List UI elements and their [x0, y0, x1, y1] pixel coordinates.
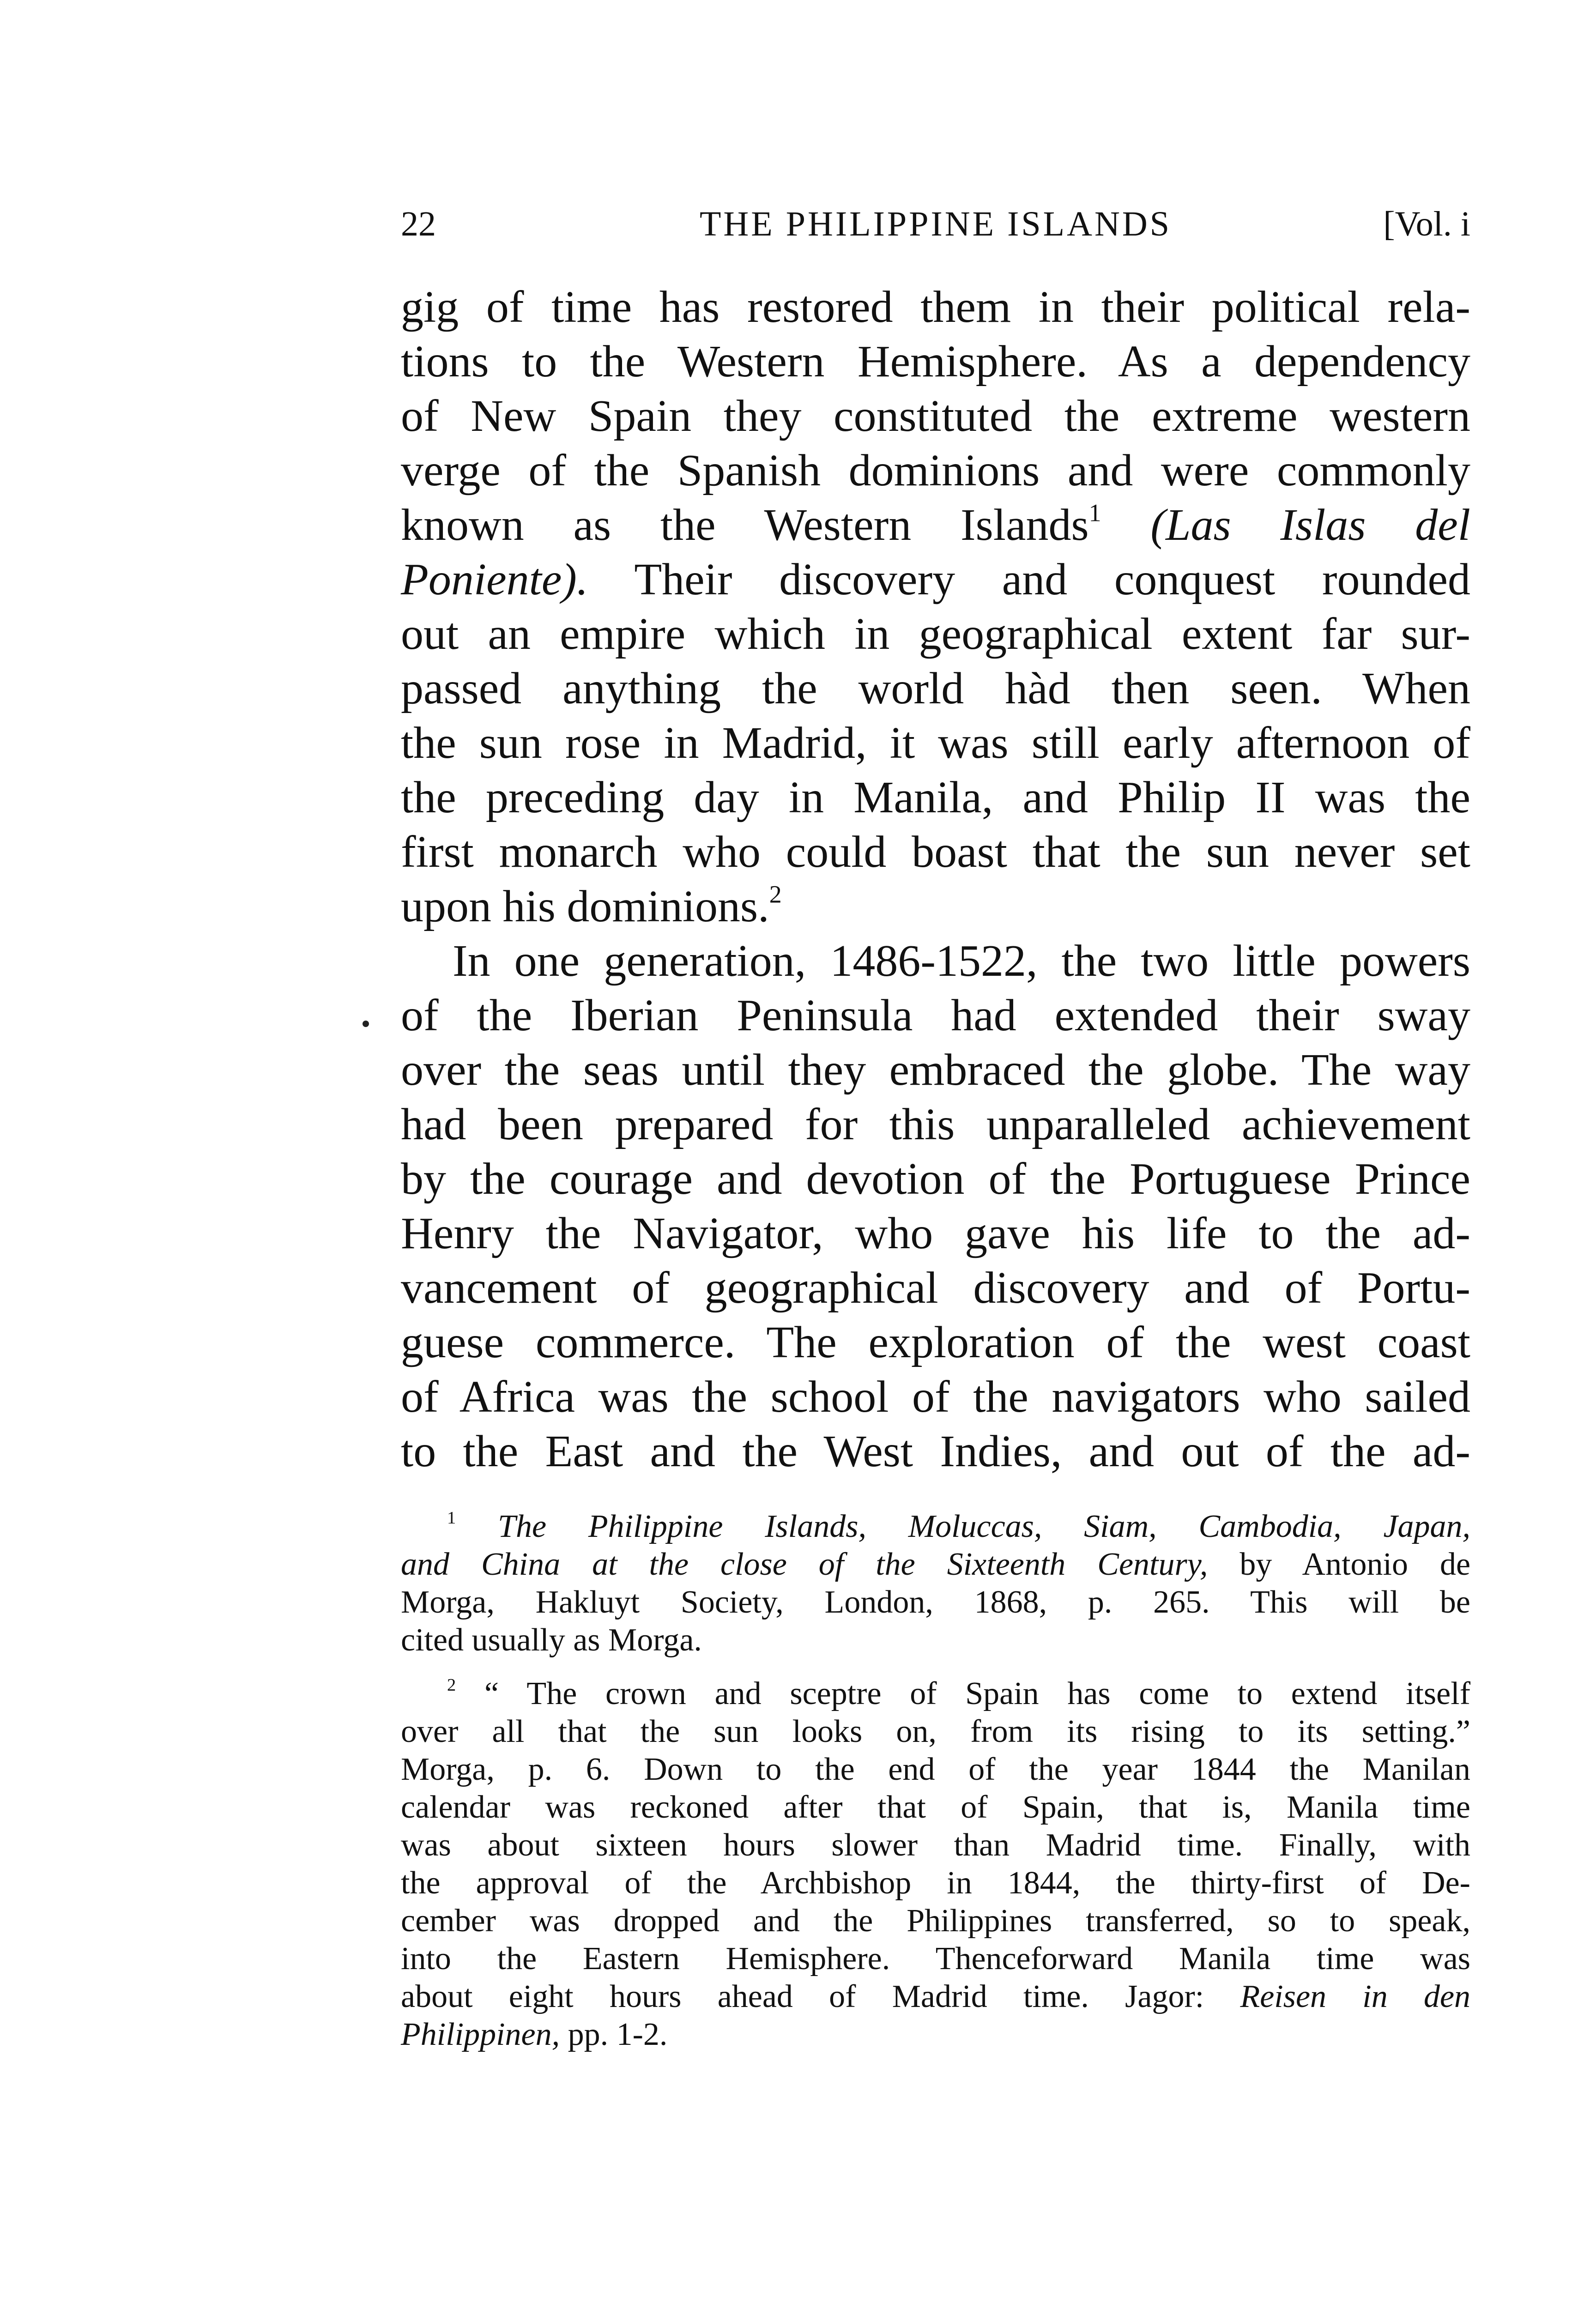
footnote-2-line: was about sixteen hours slower than Madrid time. Finally, with [401, 1827, 1470, 1863]
footnote-2-line [401, 1675, 1470, 1713]
text-line: gig of time has restored them in their political rela- [401, 282, 1470, 332]
text-line: In one generation, 1486-1522, the two little powers [453, 936, 1470, 986]
footnote-marker: 2 [447, 1675, 456, 1695]
text-line [401, 879, 1470, 934]
footnote-ref: 1 [1088, 499, 1101, 527]
text-line: of New Spain they constituted the extreme western [401, 391, 1470, 441]
text-line: out an empire which in geographical extent far sur- [401, 609, 1470, 659]
footnote-2-line: into the Eastern Hemisphere. Thenceforward Manila time was [401, 1941, 1470, 1977]
footnotes [401, 1508, 1470, 2054]
footnote-text: by Antonio de [1239, 1547, 1471, 1582]
footnote-2-line: calendar was reckoned after that of Spain, that is, Manila time [401, 1789, 1470, 1825]
italic-phrase: (Las Islas del [1150, 500, 1471, 550]
text-fragment: known as the Western Islands [401, 500, 1089, 550]
footnote-italic: Philippinen, [401, 2017, 560, 2052]
text-line: of Africa was the school of the navigators who sailed [401, 1372, 1470, 1422]
text-line: Henry the Navigator, who gave his life to the ad- [401, 1209, 1470, 1258]
footnote-1-line: Morga, Hakluyt Society, London, 1868, p. 265. This will be [401, 1584, 1470, 1620]
footnote-text: “ The crown and sceptre of Spain has come to extend itself [484, 1676, 1470, 1711]
footnote-1-line [401, 1508, 1470, 1546]
text-line: guese commerce. The exploration of the west coast [401, 1318, 1470, 1367]
running-title: THE PHILIPPINE ISLANDS [700, 205, 1172, 243]
footnote-text: about eight hours ahead of Madrid time. Jagor: [401, 1979, 1204, 2014]
footnote-text: pp. 1-2. [568, 2017, 668, 2052]
footnote-2-line [401, 2016, 1470, 2054]
footnote-2-line: cember was dropped and the Philippines transferred, so to speak, [401, 1903, 1470, 1939]
text-line: first monarch who could boast that the sun never set [401, 827, 1470, 877]
footnote-italic: The Philippine Islands, Moluccas, Siam, Cambodia, Japan, [498, 1509, 1471, 1544]
text-line [401, 552, 1470, 607]
text-line: over the seas until they embraced the globe. The way [401, 1045, 1470, 1095]
running-header [401, 199, 1470, 249]
text-line: tions to the Western Hemisphere. As a dependency [401, 337, 1470, 387]
text-line: had been prepared for this unparalleled achievement [401, 1100, 1470, 1149]
footnote-2-line: Morga, p. 6. Down to the end of the year 1844 the Manilan [401, 1752, 1470, 1787]
footnote-marker: 1 [447, 1508, 456, 1528]
text-line: by the courage and devotion of the Portuguese Prince [401, 1154, 1470, 1204]
footnote-2-line [401, 1978, 1470, 2016]
text-line: the preceding day in Manila, and Philip II was the [401, 773, 1470, 822]
text-line: to the East and the West Indies, and out of the ad- [401, 1427, 1470, 1476]
text-line: vancement of geographical discovery and of Portu- [401, 1263, 1470, 1313]
footnote-ref: 2 [769, 880, 782, 908]
footnote-gap [401, 1659, 1470, 1675]
text-line: the sun rose in Madrid, it was still early afternoon of [401, 718, 1470, 768]
main-text [401, 280, 1470, 1479]
text-line: verge of the Spanish dominions and were commonly [401, 446, 1470, 496]
footnote-2-line: over all that the sun looks on, from its rising to its setting.” [401, 1714, 1470, 1749]
text-line [401, 498, 1470, 552]
text-fragment: Their discovery and conquest rounded [634, 555, 1470, 604]
text-fragment: upon his dominions. [401, 882, 769, 931]
footnote-1-line: cited usually as Morga. [401, 1622, 702, 1658]
footnote-italic: Reisen in den [1240, 1979, 1471, 2014]
footnote-1-line [401, 1546, 1470, 1584]
text-line: of the Iberian Peninsula had extended their sway [401, 991, 1470, 1040]
text-line: passed anything the world hàd then seen. When [401, 664, 1470, 713]
page-number: 22 [401, 205, 436, 243]
footnote-2-line: the approval of the Archbishop in 1844, the thirty-first of De- [401, 1865, 1470, 1901]
margin-mark [363, 1021, 369, 1027]
footnote-italic: and China at the close of the Sixteenth Century, [401, 1547, 1208, 1582]
italic-phrase: Poniente). [401, 555, 588, 604]
volume-label: [Vol. i [1383, 205, 1470, 243]
